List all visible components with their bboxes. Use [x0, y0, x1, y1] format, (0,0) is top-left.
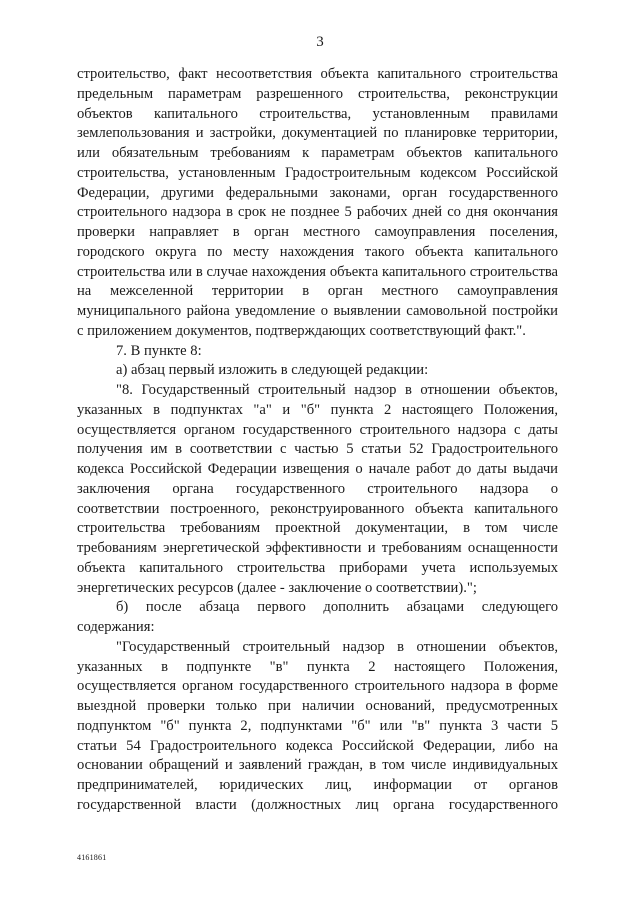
text-line: землепользования и застройки, документацией по планировке территории, — [77, 125, 558, 142]
text-line: "8. Государственный строительный надзор в отношении объектов, — [116, 382, 558, 398]
text-line: объектов капитального строительства, установленным правилами — [77, 105, 558, 122]
text-line: заключения органа государственного строительного надзора о — [77, 480, 558, 497]
text-line: содержания: — [77, 619, 155, 635]
text-line: муниципального района уведомление о выявлении самовольной постройки — [77, 303, 558, 319]
text-line: строительство, факт несоответствия объекта капитального строительства — [77, 66, 558, 82]
text-line: соответствии построенного, реконструированного объекта капитального — [77, 500, 558, 517]
text-line: требованиям энергетической эффективности и требованиям оснащенности — [77, 540, 558, 556]
text-line: б) после абзаца первого дополнить абзацами следующего — [116, 599, 558, 616]
text-line: "Государственный строительный надзор в отношении объектов, — [116, 638, 558, 655]
text-line: указанных в подпункте "в" пункта 2 настоящего Положения, — [77, 658, 558, 675]
text-line: городского округа по месту нахождения такого объекта капитального — [77, 243, 558, 260]
text-line: получения им в соответствии с частью 5 статьи 52 Градостроительного — [77, 441, 558, 458]
text-line: Федерации, другими федеральными законами, орган государственного — [77, 184, 558, 201]
text-line: объекта капитального строительства приборами учета используемых — [77, 559, 558, 576]
text-line: строительного надзора в срок не позднее 5 рабочих дней со дня окончания — [77, 204, 558, 221]
text-line: на межселенной территории в орган местного самоуправления — [77, 283, 558, 300]
text-line: кодекса Российской Федерации извещения о начале работ до даты выдачи — [77, 461, 558, 477]
text-line: строительства, установленным Градостроительным кодексом Российской — [77, 164, 558, 181]
text-line: или обязательным требованиям к параметрам объектов капитального — [77, 145, 558, 161]
text-line: осуществляется органом государственного строительного надзора в форме — [77, 678, 558, 695]
document-code: 4161861 — [77, 853, 107, 862]
text-line: проверки направляет в орган местного самоуправления поселения, — [77, 224, 558, 240]
text-line: энергетических ресурсов (далее - заключение о соответствии)."; — [77, 579, 477, 596]
text-line: предпринимателей, юридических лиц, информации от органов — [77, 777, 558, 793]
text-line: осуществляется органом государственного строительного надзора с даты — [77, 421, 558, 438]
text-line: основании обращений и заявлений граждан, в том числе индивидуальных — [77, 757, 558, 774]
text-line: статьи 54 Градостроительного кодекса Российской Федерации, либо на — [77, 737, 558, 754]
text-line: государственной власти (должностных лиц органа государственного — [77, 796, 558, 813]
text-line: указанных в подпунктах "а" и "б" пункта 2 настоящего Положения, — [77, 401, 558, 418]
text-line: строительства или в случае нахождения объекта капитального строительства — [77, 263, 558, 280]
text-line: 7. В пункте 8: — [116, 342, 202, 359]
page-number: 3 — [316, 34, 324, 50]
document-body — [77, 65, 558, 816]
text-line: строительства требованиям проектной документации, в том числе — [77, 520, 558, 537]
text-line: выездной проверки только при наличии оснований, предусмотренных — [77, 698, 558, 714]
text-line: а) абзац первый изложить в следующей редакции: — [116, 362, 429, 379]
text-line: подпунктом "б" пункта 2, подпунктами "б" или "в" пункта 3 части 5 — [77, 717, 558, 734]
text-line: с приложением документов, подтверждающих соответствующий факт.". — [77, 322, 526, 339]
text-line: предельным параметрам разрешенного строительства, реконструкции — [77, 85, 558, 102]
